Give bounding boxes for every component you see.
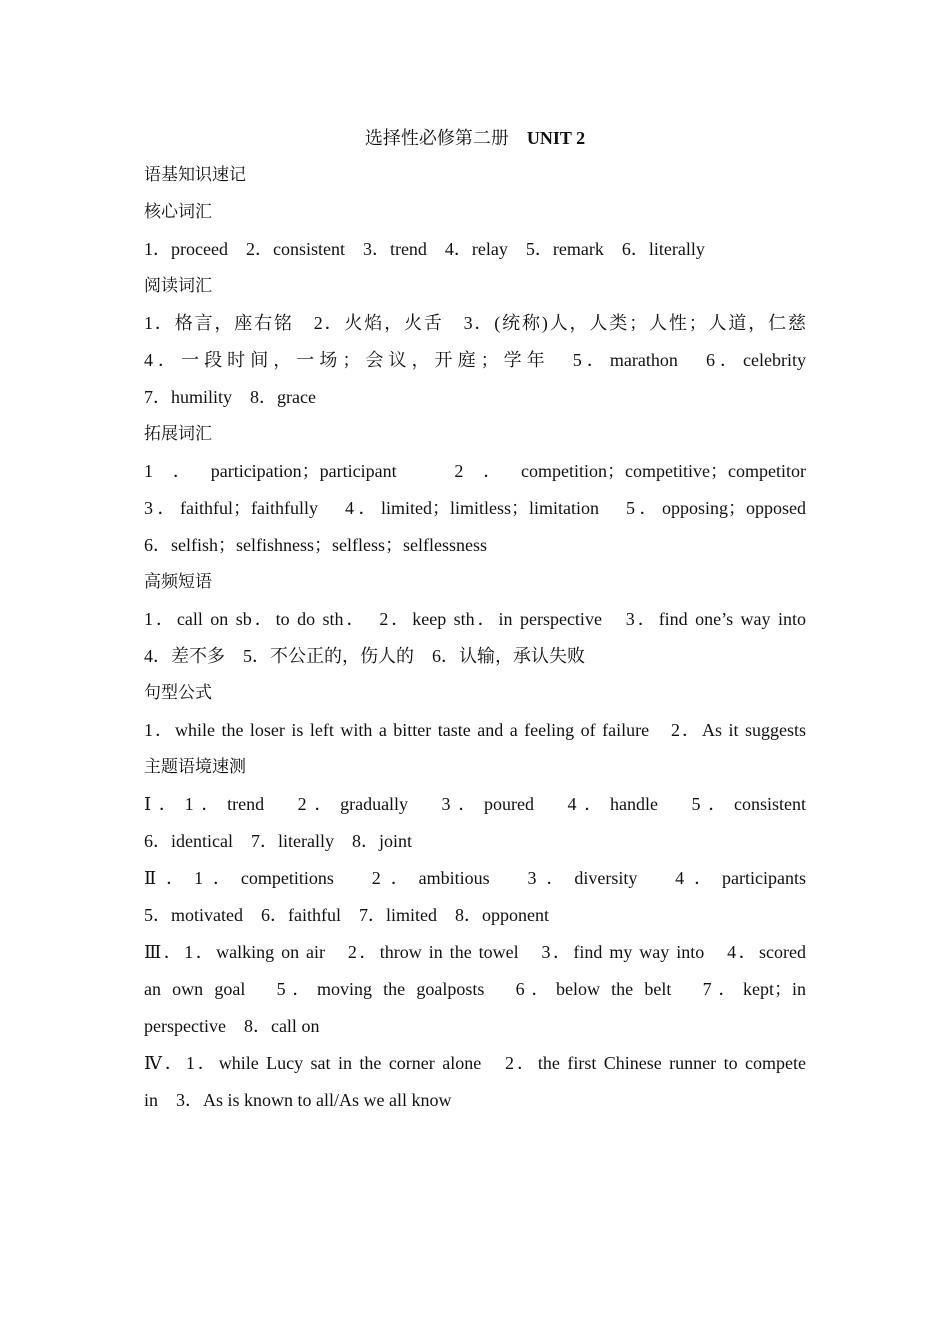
title-unit: UNIT 2 (526, 128, 586, 148)
text-line: Ⅲ．1．walking on air 2．throw in the towel 3．find my way into 4．scored (144, 942, 806, 962)
section-heading: 句型公式 (144, 683, 212, 703)
text-line: 7．humility 8．grace (144, 387, 316, 407)
title-chinese: 选择性必修第二册 (364, 128, 509, 149)
text-line: 1．格言，座右铭 2．火焰，火舌 3．(统称)人，人类；人性；人道，仁慈 (144, 313, 806, 333)
text-line: 1．participation；participant 2．competition；competitive；competitor (144, 461, 806, 481)
text-line: 6．selfish；selfishness；selfless；selflessness (144, 535, 487, 555)
text-line: 1．call on sb．to do sth． 2．keep sth．in perspective 3．find one’s way into (144, 609, 806, 629)
text-line: perspective 8．call on (144, 1016, 320, 1036)
text-line: Ⅳ．1．while Lucy sat in the corner alone 2．the first Chinese runner to compete (144, 1053, 806, 1073)
section-heading: 语基知识速记 (144, 165, 246, 185)
text-line: Ⅰ．1．trend 2．gradually 3．poured 4．handle 5．consistent (144, 794, 806, 814)
text-line: 5．motivated 6．faithful 7．limited 8．opponent (144, 905, 549, 925)
text-line: in 3．As is known to all/As we all know (144, 1090, 452, 1110)
text-line: 6．identical 7．literally 8．joint (144, 831, 412, 851)
section-heading: 核心词汇 (144, 202, 212, 222)
text-line: 3．faithful；faithfully 4．limited；limitless；limitation 5．opposing；opposed (144, 498, 806, 518)
section-heading: 主题语境速测 (144, 757, 246, 777)
section-heading: 高频短语 (144, 572, 212, 592)
section-heading: 阅读词汇 (144, 276, 212, 296)
text-line: 1．proceed 2．consistent 3．trend 4．relay 5．remark 6．literally (144, 239, 705, 259)
document-body (144, 160, 806, 1122)
page-title (0, 126, 950, 151)
section-heading: 拓展词汇 (144, 424, 212, 444)
text-line: Ⅱ．1．competitions 2．ambitious 3．diversity 4．participants (144, 868, 806, 888)
text-line: 4．差不多 5．不公正的，伤人的 6．认输，承认失败 (144, 646, 585, 666)
text-line: an own goal 5．moving the goalposts 6．below the belt 7．kept；in (144, 979, 806, 999)
text-line: 4．一段时间，一场；会议，开庭；学年 5．marathon 6．celebrity (144, 350, 806, 370)
text-line: 1．while the loser is left with a bitter taste and a feeling of failure 2．As it suggests (144, 720, 806, 740)
